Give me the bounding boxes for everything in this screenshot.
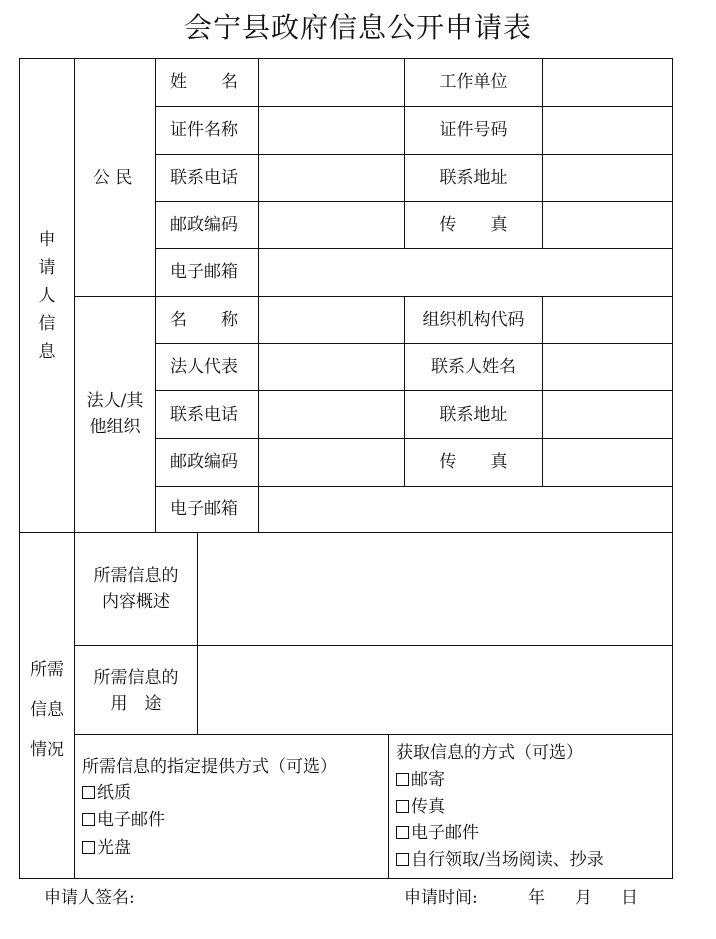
checkbox-icon[interactable] [82, 841, 95, 854]
id-type-field[interactable] [259, 107, 404, 154]
obtain-option-self-pickup[interactable]: 自行领取/当场阅读、抄录 [396, 850, 604, 870]
legal-rep-field[interactable] [259, 344, 404, 390]
citizen-phone-label: 联系电话 [170, 168, 238, 188]
citizen-address-field[interactable] [543, 155, 672, 201]
provide-method-title: 所需信息的指定提供方式（可选） [82, 757, 337, 777]
citizen-postcode-field[interactable] [259, 202, 404, 248]
workplace-label: 工作单位 [439, 72, 508, 92]
signature-field[interactable] [150, 884, 350, 912]
workplace-field[interactable] [543, 59, 672, 106]
org-address-field[interactable] [543, 391, 672, 438]
obtain-option-mail[interactable]: 邮寄 [396, 770, 445, 790]
org-address-label: 联系地址 [439, 405, 508, 425]
citizen-postcode-label: 邮政编码 [170, 215, 238, 235]
org-label: 法人/其 他组织 [86, 391, 144, 437]
purpose-field[interactable] [198, 646, 672, 734]
provide-option-email[interactable]: 电子邮件 [82, 810, 165, 830]
checkbox-icon[interactable] [396, 773, 409, 786]
citizen-fax-label: 传 真 [439, 215, 508, 235]
checkbox-icon[interactable] [82, 786, 95, 799]
citizen-address-label: 联系地址 [439, 168, 508, 188]
org-code-field[interactable] [543, 297, 672, 343]
checkbox-icon[interactable] [396, 826, 409, 839]
id-type-label: 证件名称 [170, 120, 238, 140]
citizen-label: 公 民 [93, 168, 133, 188]
org-phone-field[interactable] [259, 391, 404, 438]
org-name-field[interactable] [259, 297, 404, 343]
content-summary-label: 所需信息的 内容概述 [93, 566, 179, 612]
org-phone-label: 联系电话 [170, 405, 238, 425]
org-fax-label: 传 真 [439, 452, 508, 472]
applicant-info-label: 申请人信息 [38, 230, 56, 362]
obtain-method-title: 获取信息的方式（可选） [396, 743, 583, 763]
org-fax-field[interactable] [543, 439, 672, 486]
checkbox-icon[interactable] [396, 853, 409, 866]
org-email-label: 电子邮箱 [170, 499, 238, 519]
name-field[interactable] [259, 59, 404, 106]
apply-time-label: 申请时间: [404, 888, 478, 908]
citizen-email-field[interactable] [259, 249, 672, 296]
form-title: 会宁县政府信息公开申请表 [183, 11, 532, 44]
org-postcode-label: 邮政编码 [170, 452, 238, 472]
name-label: 姓 名 [170, 72, 238, 92]
obtain-option-fax[interactable]: 传真 [396, 797, 445, 817]
org-name-label: 名 称 [170, 310, 238, 330]
contact-name-field[interactable] [543, 344, 672, 390]
day-label: 日 [621, 888, 638, 908]
content-summary-field[interactable] [198, 533, 672, 645]
org-code-label: 组织机构代码 [422, 310, 525, 330]
citizen-email-label: 电子邮箱 [170, 262, 238, 282]
org-email-field[interactable] [259, 487, 672, 532]
id-number-label: 证件号码 [439, 120, 508, 140]
year-label: 年 [528, 888, 545, 908]
provide-option-paper[interactable]: 纸质 [82, 783, 131, 803]
provide-option-disc[interactable]: 光盘 [82, 838, 131, 858]
org-postcode-field[interactable] [259, 439, 404, 486]
citizen-fax-field[interactable] [543, 202, 672, 248]
signature-label: 申请人签名: [44, 888, 135, 908]
purpose-label: 所需信息的 用 途 [93, 668, 179, 714]
legal-rep-label: 法人代表 [170, 357, 238, 377]
required-info-label: 所需 信息 情况 [30, 660, 64, 760]
checkbox-icon[interactable] [396, 800, 409, 813]
citizen-phone-field[interactable] [259, 155, 404, 201]
id-number-field[interactable] [543, 107, 672, 154]
month-label: 月 [575, 888, 592, 908]
obtain-option-email[interactable]: 电子邮件 [396, 823, 479, 843]
contact-name-label: 联系人姓名 [431, 357, 516, 377]
checkbox-icon[interactable] [82, 813, 95, 826]
